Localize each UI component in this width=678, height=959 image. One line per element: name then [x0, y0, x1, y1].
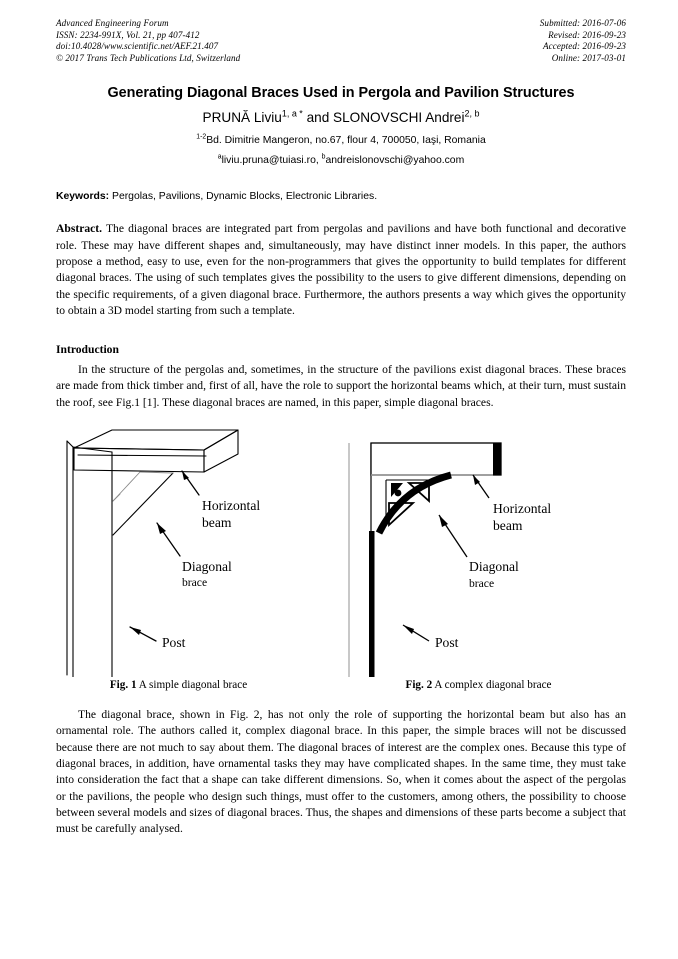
- page-title: Generating Diagonal Braces Used in Pergola and Pavilion Structures: [107, 85, 575, 102]
- fig1-leader-lines: [130, 471, 199, 641]
- fig2-label-post: Post: [435, 635, 459, 651]
- figure-1-caption: [36, 679, 321, 691]
- journal-doi: doi:10.4028/www.scientific.net/AEF.21.407: [56, 41, 219, 52]
- journal-issn: ISSN: 2234-991X, Vol. 21, pp 407-412: [56, 29, 200, 40]
- abstract-text: The diagonal braces are integrated part from pergolas and pavilions and have both functional and decorative role. These may have different shapes and, simultaneously, may have distinct inner models. In this paper, the authors propose a method, easy to use, even for the non-programmers that gives the opportunity to build templates for different diagonal braces. The using of such templates gives the possibility to the users to give different dimensions, depending on the specific requirements, of a given diagonal brace. Furthermore, the authors presents a way which gives the opportunity to obtain a 3D model starting from such a template.: [56, 222, 626, 317]
- figures-row: [56, 425, 626, 677]
- page-content: [56, 18, 626, 837]
- email-a-marker: a: [217, 153, 222, 161]
- fig1-diagonal-brace-shape: [113, 472, 173, 535]
- figure-captions: [56, 679, 626, 697]
- affiliation: [56, 135, 626, 146]
- figure-1-number: Fig. 1: [109, 679, 137, 692]
- keywords-line: [56, 191, 626, 202]
- figure-2-number: Fig. 2: [405, 679, 433, 692]
- author-two-name: SLONOVSCHI Andrei: [333, 110, 465, 126]
- journal-copyright: © 2017 Trans Tech Publications Ltd, Switzerland: [56, 52, 241, 63]
- author-two-affiliation-marker: 2, b: [464, 108, 480, 119]
- keywords-label: Keywords:: [56, 191, 110, 203]
- email-author-one: liviu.pruna@tuiasi.ro,: [221, 155, 322, 167]
- fig2-label-diagonal-brace-line2: brace: [469, 577, 495, 591]
- author-emails: [56, 155, 626, 166]
- date-revised: Revised: 2016-09-23: [548, 29, 626, 40]
- fig2-horizontal-beam-shape: [371, 443, 501, 475]
- figure-2: [341, 425, 626, 677]
- date-online: Online: 2017-03-01: [551, 52, 626, 63]
- affiliation-address: Bd. Dimitrie Mangeron, no.67, flour 4, 700050, Iaşi, Romania: [206, 135, 486, 147]
- email-author-two: andreislonovschi@yahoo.com: [325, 155, 465, 167]
- fig2-label-horizontal-beam-line1: Horizontal: [493, 501, 552, 517]
- author-conjunction: and: [302, 110, 334, 126]
- fig1-label-diagonal-brace-line2: brace: [182, 576, 208, 590]
- fig1-label-diagonal-brace-line1: Diagonal: [182, 559, 232, 575]
- fig2-label-diagonal-brace-line1: Diagonal: [469, 559, 519, 575]
- figure-2-caption: [336, 679, 621, 691]
- fig2-diagonal-brace-shape: [374, 475, 451, 533]
- figure-1-caption-text: A simple diagonal brace: [136, 679, 248, 692]
- author-list: [56, 110, 626, 125]
- journal-name: Advanced Engineering Forum: [56, 18, 169, 28]
- journal-header-left: [56, 18, 240, 64]
- fig1-label-post: Post: [162, 635, 186, 651]
- figure-1: [56, 425, 341, 677]
- date-submitted: Submitted: 2016-07-06: [539, 18, 626, 28]
- fig2-leader-lines: [403, 475, 489, 641]
- journal-header: [56, 18, 626, 64]
- fig1-label-horizontal-beam-line1: Horizontal: [202, 498, 261, 514]
- abstract-label: Abstract.: [56, 222, 103, 236]
- fig1-label-horizontal-beam-line2: beam: [202, 515, 232, 531]
- fig1-post-shape: [67, 441, 112, 677]
- journal-header-right: [540, 18, 626, 64]
- introduction-paragraph: In the structure of the pergolas and, sometimes, in the structure of the pavilions exist diagonal braces. These braces are made from thick timber and, first of all, have the role to support the horizontal beams which, at their turn, must sustain the roof, see Fig.1 [1]. These diagonal braces are named, in this paper, simple diagonal braces.: [56, 363, 626, 409]
- keywords-values: Pergolas, Pavilions, Dynamic Blocks, Electronic Libraries.: [109, 191, 378, 203]
- figure-2-caption-text: A complex diagonal brace: [432, 679, 552, 692]
- author-one-name: PRUNĂ Liviu: [202, 110, 282, 126]
- fig1-horizontal-beam-shape: [74, 430, 238, 472]
- abstract-block: [56, 221, 626, 319]
- section-heading-introduction: Introduction: [56, 343, 119, 357]
- date-accepted: Accepted: 2016-09-23: [542, 41, 626, 52]
- affiliation-marker: 1-2: [196, 133, 207, 141]
- email-b-marker: b: [321, 153, 326, 161]
- closing-paragraph: The diagonal brace, shown in Fig. 2, has not only the role of supporting the horizontal beam but also has an ornamental role. The authors called it, complex diagonal brace. In this paper, the simple braces will not be discussed because there are not much to say about them. The diagonal braces of interest are the complex ones. Because this type of diagonal braces, in addition, have ornamental tasks they may have complicated shapes. In the same time, they must take into consideration the fact that a shape can take different dimensions. So, when it comes about the aspect of the pergolas or the pavilions, the people who design such things, must offer to the customers, among others, the possibility to choose between several models and sizes of diagonal braces. Thus, the shapes and dimensions of these parts become a subject that must be carefully analysed.: [56, 708, 626, 836]
- author-one-affiliation-marker: 1, a *: [281, 108, 303, 119]
- fig2-post-shape: [349, 443, 375, 677]
- fig2-label-horizontal-beam-line2: beam: [493, 518, 523, 534]
